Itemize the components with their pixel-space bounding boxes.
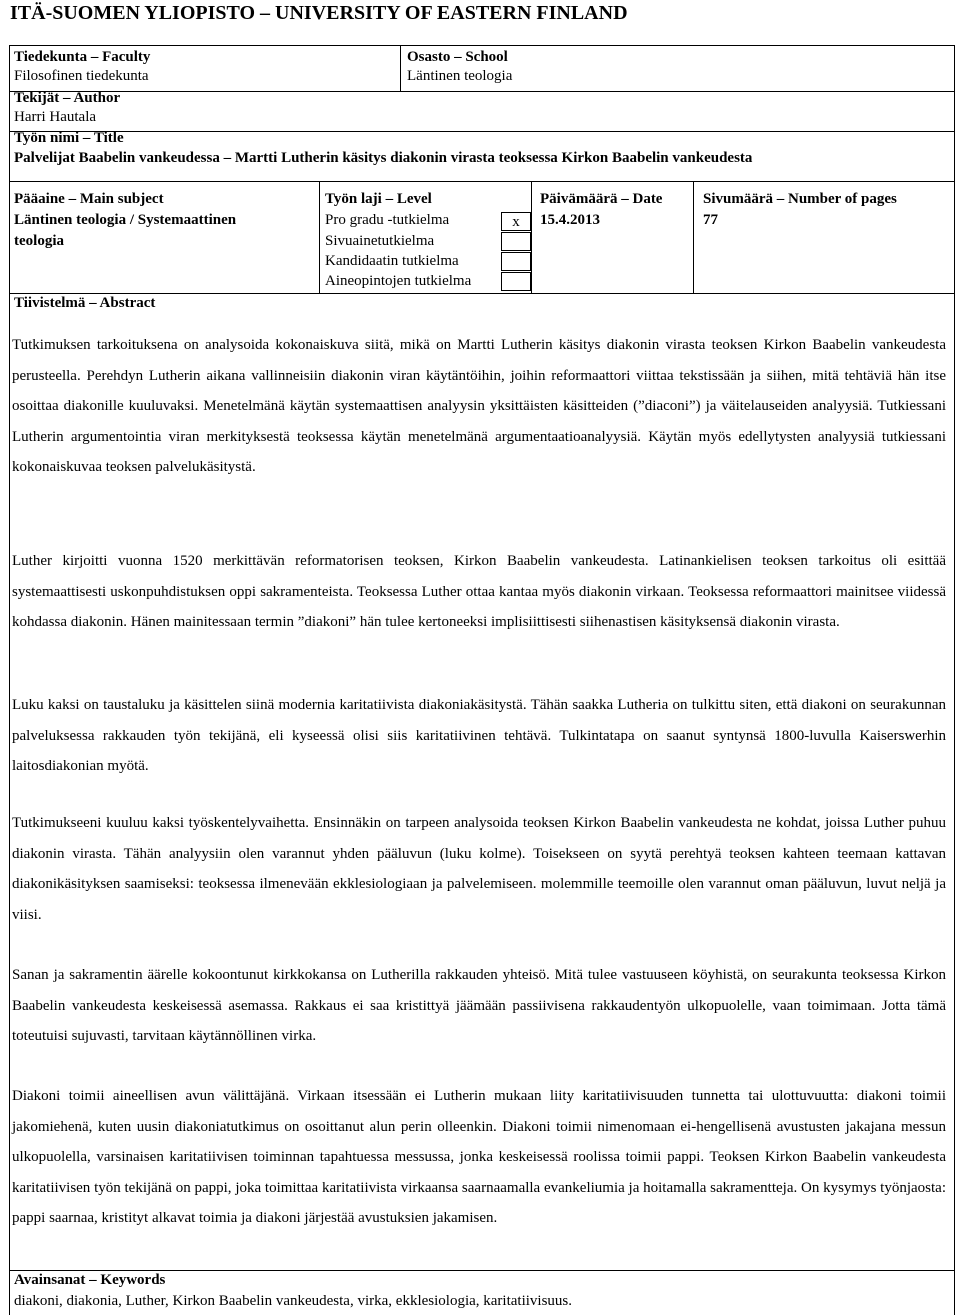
pages-value: 77: [703, 212, 718, 228]
divider: [9, 1270, 955, 1271]
abstract-paragraph: Tutkimuksen tarkoituksena on analysoida kokonaiskuva siitä, mikä on Martti Lutherin käsitys diakonin virasta teoksen Kirkon Baabelin vankeudesta perusteella. Perehdyn Lutherin aikana vallinneisiin diakonin viran käytäntöihin, joihin reformaattori viittaa tekstissään ja siihen, mitä tehtäviä hän itse osoittaa diakonille kuuluvaksi. Menetelmänä käytän systemaattisen analyysin yksittäisten käsitteiden (”diaconi”) ja väitelauseiden analyysiä. Tutkiessani Lutherin argumentointia viran merkityksestä teoksessa käytän menetelmänä argumentaatioanalyysiä. Käytän myös edellytysten analyysiä tutkiessani kokonaiskuvaa teoksen palvelukäsitystä.: [12, 337, 946, 475]
main-subject-value: Läntinen teologia / Systemaattinen: [14, 212, 237, 228]
level-checkbox[interactable]: [501, 272, 531, 291]
divider: [9, 131, 955, 132]
level-option-label: Pro gradu -tutkielma: [325, 212, 450, 228]
level-option-label: Kandidaatin tutkielma: [325, 253, 459, 269]
abstract-paragraph: Tutkimukseeni kuuluu kaksi työskentelyvaihetta. Ensinnäkin on tarpeen analysoida teoksen Kirkon Baabelin vankeudesta ne kohdat, joissa Luther puhuu diakonin virasta. Tähän analyysiin olen varannut yhden pääluvun (luku kolme). Toisekseen on syytä perehtyä teoksen kahteen teemaan kattavan diakonikäsityksen saamiseksi: teoksessa ilmenevään ekklesiologiaan ja palvelemiseen. molemmille teemoille olen varannut oman pääluvun, luvut neljä ja viisi.: [12, 815, 946, 923]
school-label: Osasto – School: [407, 49, 508, 65]
divider: [9, 293, 955, 294]
title-label: Työn nimi – Title: [14, 130, 124, 146]
level-option-label: Aineopintojen tutkielma: [325, 273, 472, 289]
pages-label: Sivumäärä – Number of pages: [703, 191, 897, 207]
main-subject-value: teologia: [14, 233, 64, 249]
abstract-paragraph: Luther kirjoitti vuonna 1520 merkittävän reformatorisen teoksen, Kirkon Baabelin vankeudesta. Latinankielisen teoksen tarkoitus oli esittää systemaattisesti uskonpuhdistuksen oppi sakramenteista. Teoksessa Luther ottaa kantaa myös diakonin virkaan. Teoksessa reformaattori mainitsee viidessä kohdassa diakonin. Hänen mainitessaan termin ”diakoni” hän tulee kertoneeksi implisiittisesti siihenastisen käsityksensä diakonin virasta.: [12, 553, 946, 630]
abstract-paragraph: Diakoni toimii aineellisen avun välittäjänä. Virkaan itsessään ei Lutherin mukaan liity karitatiivisuuden tunnetta tai ulottuvuutta: diakoni toimii jakomiehenä, kuten uusin diakoniatutkimus on osoittanut alun perin olleenkin. Diakoni toimii nimenomaan ei-hengellisenä avustusten jakajana messun ulkopuolella, varsinaisen karitatiivisen toiminnan tapahtuessa messussa, jonka keskeisessä roolissa toimii pappi. Teoksen Kirkon Baabelin vankeudesta karitatiivisen työn tekijänä on pappi, joka toimittaa karitatiivista virkaansa saarnaamalla evankeliumia ja hoitamalla sakramentteja. On kysymys työnjaosta: pappi saarnaa, kristityt alkavat toimia ja diakoni järjestää avustuksien jakamisen.: [12, 1088, 946, 1226]
abstract-label: Tiivistelmä – Abstract: [14, 295, 156, 311]
divider: [693, 181, 694, 294]
divider: [9, 91, 955, 92]
level-checkbox[interactable]: [501, 232, 531, 251]
keywords-label: Avainsanat – Keywords: [14, 1272, 166, 1288]
author-value: Harri Hautala: [14, 109, 97, 125]
faculty-value: Filosofinen tiedekunta: [14, 68, 149, 84]
main-subject-label: Pääaine – Main subject: [14, 191, 164, 207]
faculty-school-divider: [400, 45, 401, 92]
divider: [319, 181, 320, 294]
school-value: Läntinen teologia: [407, 68, 513, 84]
thesis-title: Palvelijat Baabelin vankeudessa – Martti Lutherin käsitys diakonin virasta teoksessa Kirkon Baabelin vankeudesta: [14, 150, 753, 166]
level-option-label: Sivuainetutkielma: [325, 233, 435, 249]
level-label: Työn laji – Level: [325, 191, 432, 207]
abstract-paragraph: Sanan ja sakramentin äärelle kokoontunut kirkkokansa on Lutherilla rakkauden yhteisö. Mitä tulee vastuuseen köyhistä, on seurakunta teoksessa Kirkon Baabelin vankeudesta keskeisessä asemassa. Rakkaus ei saa kristittyä jäämään passiivisena rakkaudentyön ulkopuolelle, vaan toimimaan. Jotta tämä toteutuisi sujuvasti, tarvitaan käytännöllinen virka.: [12, 967, 946, 1044]
abstract-paragraph: Luku kaksi on taustaluku ja käsittelen siinä modernia karitatiivista diakoniakäsitystä. Tähän saakka Lutheria on tulkittu siten, että diakoni on seurakunnan palveluksessa rakkauden työn tekijänä, eli kyseessä olisi siis karitatiivinen tehtävä. Tulkintatapa on saanut syntynsä 1800-luvulla Kaiserswerhin laitosdiakonian myötä.: [12, 697, 946, 774]
level-checkbox[interactable]: x: [501, 212, 531, 231]
date-label: Päivämäärä – Date: [540, 191, 663, 207]
date-value: 15.4.2013: [540, 212, 600, 228]
university-heading: ITÄ-SUOMEN YLIOPISTO – UNIVERSITY OF EASTERN FINLAND: [10, 2, 628, 24]
level-checkbox[interactable]: [501, 252, 531, 271]
divider: [531, 181, 532, 294]
divider: [9, 181, 955, 182]
faculty-label: Tiedekunta – Faculty: [14, 49, 151, 65]
author-label: Tekijät – Author: [14, 90, 121, 106]
keywords-value: diakoni, diakonia, Luther, Kirkon Baabelin vankeudesta, virka, ekklesiologia, karitatiivisuus.: [14, 1293, 573, 1309]
